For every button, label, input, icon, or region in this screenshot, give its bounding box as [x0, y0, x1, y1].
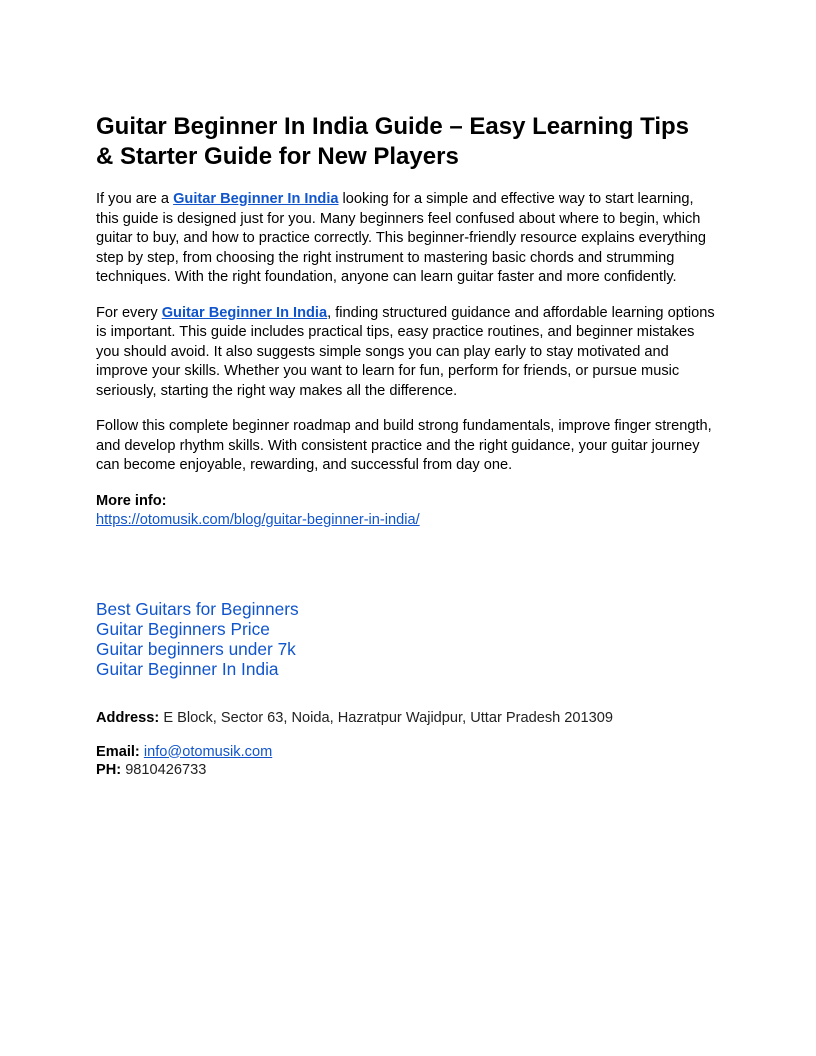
- contact-section: [96, 709, 720, 779]
- email-label: Email:: [96, 743, 140, 760]
- third-paragraph: Follow this complete beginner roadmap and build strong fundamentals, improve finger strength, and develop rhythm skills. With consistent practice and the right guidance, your guitar journey can become enjoyable, rewarding, and successful from day one.: [96, 418, 712, 473]
- document-title: Guitar Beginner In India Guide – Easy Learning Tips & Starter Guide for New Players: [96, 113, 690, 170]
- intro-paragraph: [96, 190, 720, 288]
- more-info-section: [96, 492, 720, 531]
- related-links-list: [96, 599, 720, 679]
- second-text-after: , finding structured guidance and affordable learning options is important. This guide includes practical tips, easy practice routines, and beginner mistakes you should avoid. It also suggests simple songs you can play early to stay motivated and improve your skills. Whether you want to learn for fun, perform for friends, or pursue music seriously, starting the right way makes all the difference.: [96, 304, 715, 399]
- address-value: E Block, Sector 63, Noida, Hazratpur Wajidpur, Uttar Pradesh 201309: [159, 709, 613, 726]
- phone-label: PH:: [96, 761, 122, 778]
- link-guitar-beginners-under-7k[interactable]: Guitar beginners under 7k: [96, 638, 296, 659]
- guitar-beginner-link-1[interactable]: Guitar Beginner In India: [173, 191, 339, 207]
- link-guitar-beginner-in-india[interactable]: Guitar Beginner In India: [96, 658, 279, 679]
- contact-spacer: [96, 727, 720, 743]
- phone-value: 9810426733: [121, 761, 207, 778]
- email-row: [96, 743, 720, 761]
- link-best-guitars-for-beginners[interactable]: Best Guitars for Beginners: [96, 598, 299, 619]
- more-info-label: More info:: [96, 492, 167, 509]
- link-guitar-beginners-price[interactable]: Guitar Beginners Price: [96, 618, 270, 639]
- email-link[interactable]: info@otomusik.com: [143, 743, 273, 760]
- intro-text-before: If you are a: [96, 191, 174, 207]
- intro-text-after: looking for a simple and effective way to start learning, this guide is designed just for you. Many beginners feel confused about where to begin, which guitar to buy, and how to practice correctly. This beginner-friendly resource explains everything step by step, from choosing the right instrument to mastering basic chords and strumming techniques. With the right foundation, anyone can learn guitar faster and more confidently.: [96, 191, 707, 285]
- second-paragraph: [96, 304, 720, 402]
- second-text-before: For every: [96, 304, 162, 321]
- phone-row: [96, 761, 720, 779]
- guitar-beginner-link-2[interactable]: Guitar Beginner In India: [161, 304, 328, 321]
- address-row: [96, 709, 720, 727]
- more-info-url-link[interactable]: https://otomusik.com/blog/guitar-beginner-in-india/: [96, 512, 420, 528]
- document-page: [96, 112, 720, 779]
- address-label: Address:: [96, 709, 160, 726]
